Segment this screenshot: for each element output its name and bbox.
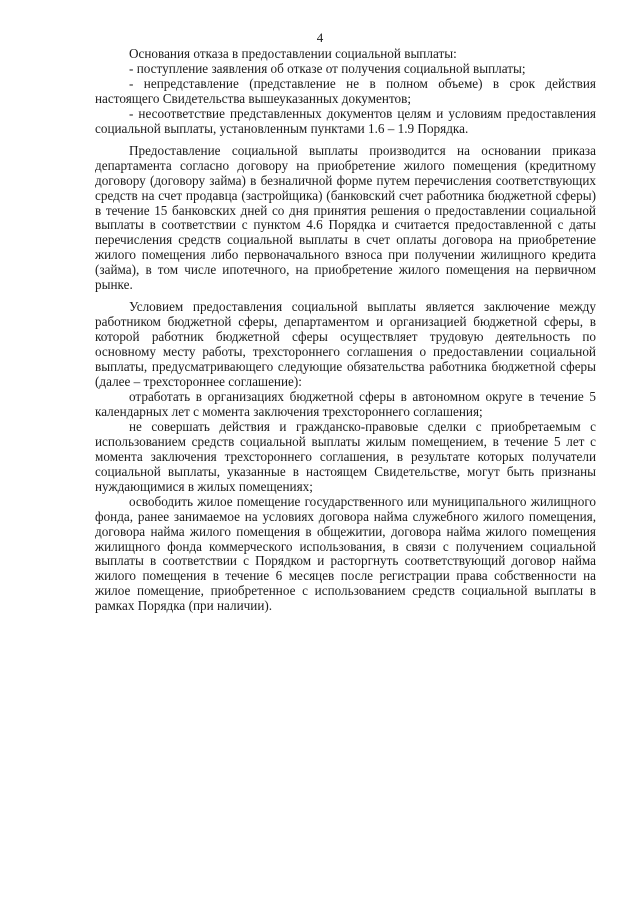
refusal-item: - непредставление (представление не в полном объеме) в срок действия настоящего Свидетельства вышеуказанных документов; [95,75,596,106]
obligation-paragraph: освободить жилое помещение государственного или муниципального жилищного фонда, ранее занимаемое на условиях договора найма служебного жилого помещения, договора найма жилого помещения в общежитии, договора найма жилого помещения жилищного фонда коммерческого использования, в связи с получением социальной выплаты в соответствии с Порядком и расторгнуть соответствующий договор найма жилого помещения в течение 6 месяцев после регистрации права собственности на жилое помещение, приобретенное с использованием средств социальной выплаты в рамках Порядка (при наличии). [95,493,596,614]
payment-paragraph: Предоставление социальной выплаты производится на основании приказа департамента согласно договору на приобретение жилого помещения (кредитному договору (договору займа) в безналичной форме путем перечисления соответствующих средств на счет продавца (застройщика) (банковский счет работника бюджетной сферы) в течение 15 банковских дней со дня принятия решения о предоставлении социальной выплаты в соответствии с пунктом 4.6 Порядка и считается предоставленной с даты перечисления средств социальной выплаты в счет оплаты договора на приобретение жилого помещения либо первоначального взноса при получении жилищного кредита (займа), в том числе ипотечного, на приобретение жилого помещения на первичном рынке. [95,142,596,293]
refusal-item: - несоответствие представленных документов целям и условиям предоставления социальной выплаты, установленным пунктами 1.6 – 1.9 Порядка. [95,105,596,136]
document-body [95,47,596,614]
refusal-item: - поступление заявления об отказе от получения социальной выплаты; [129,60,526,76]
page-number: 4 [316,30,324,45]
obligation-paragraph: не совершать действия и гражданско-правовые сделки с приобретаемым с использованием средств социальной выплаты жилым помещением, в течение 5 лет с момента заключения трехстороннего соглашения, в результате которых получатели социальной выплаты, указанные в настоящем Свидетельстве, могут быть признаны нуждающимися в жилых помещениях; [95,418,596,494]
obligation-paragraph: отработать в организациях бюджетной сферы в автономном округе в течение 5 календарных лет с момента заключения трехстороннего соглашения; [95,388,596,419]
condition-paragraph: Условием предоставления социальной выплаты является заключение между работником бюджетной сферы, департаментом и организацией бюджетной сферы, в которой работник бюджетной сферы осуществляет трудовую деятельность по основному месту работы, трехстороннего соглашения о предоставлении социальной выплаты, предусматривающего следующие обязательства работника бюджетной сферы (далее – трехстороннее соглашение): [95,299,596,390]
refusal-heading: Основания отказа в предоставлении социальной выплаты: [129,46,457,61]
